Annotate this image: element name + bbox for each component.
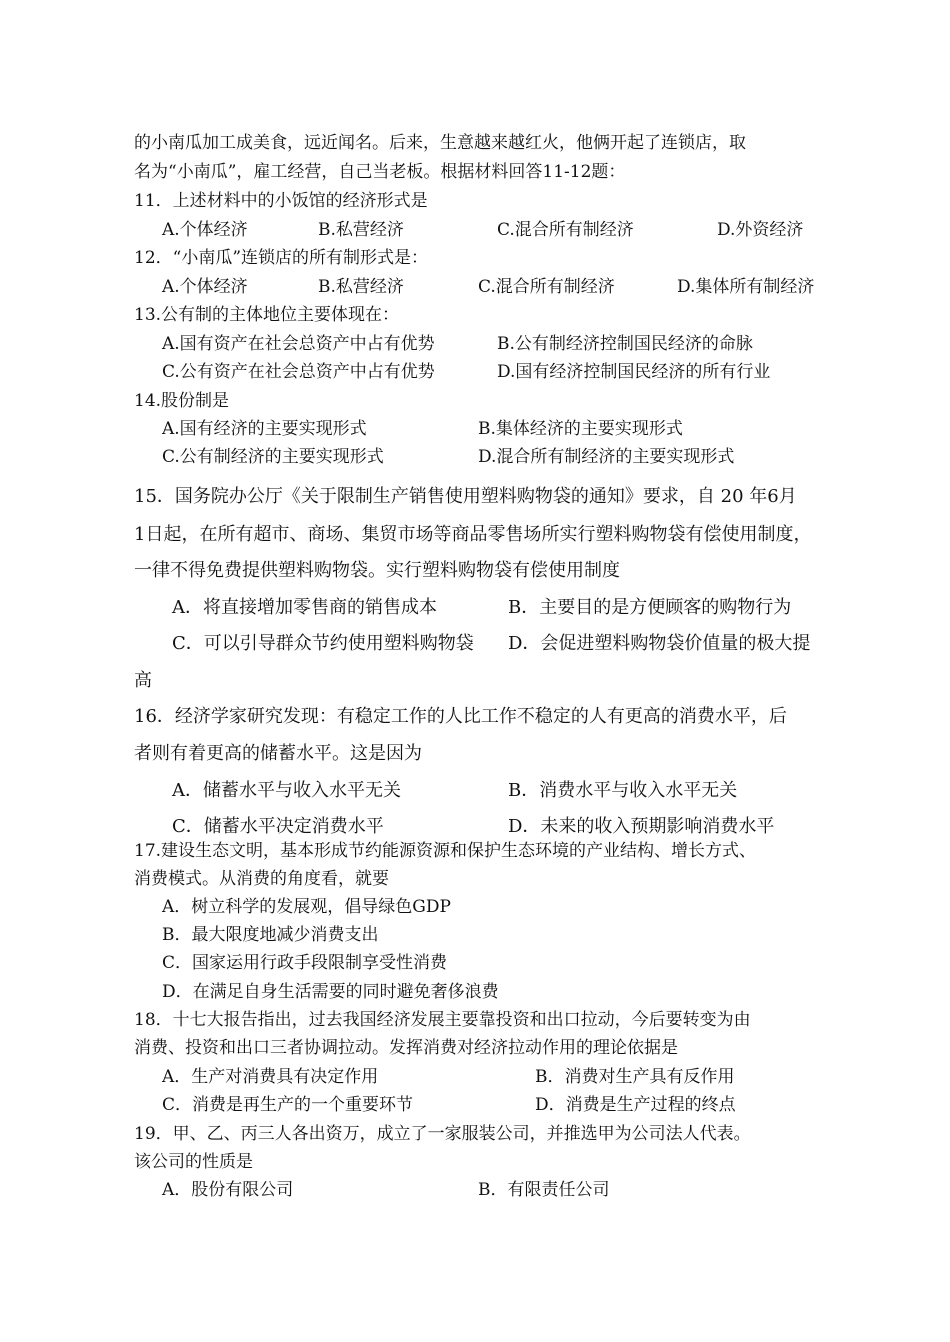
q14-option-a: A.国有经济的主要实现形式 xyxy=(162,419,367,439)
q12-option-a: A.个体经济 xyxy=(162,277,248,297)
q14-stem: 14.股份制是 xyxy=(134,391,230,411)
q16-option-c: C．储蓄水平决定消费水平 xyxy=(172,816,384,837)
q17-option-c: C．国家运用行政手段限制享受性消费 xyxy=(162,953,448,973)
q16-option-b: B．消费水平与收入水平无关 xyxy=(508,780,738,801)
q19-option-a: A．股份有限公司 xyxy=(162,1180,294,1200)
q18-stem-line-1: 18．十七大报告指出，过去我国经济发展主要靠投资和出口拉动，今后要转变为由 xyxy=(134,1010,751,1030)
q12-stem: 12．“小南瓜”连锁店的所有制形式是： xyxy=(134,248,429,268)
passage-line-2: 名为“小南瓜”，雇工经营，自己当老板。根据材料回答11-12题： xyxy=(134,162,626,182)
q19-stem-line-2: 该公司的性质是 xyxy=(134,1152,253,1172)
q16-stem-line-2: 者则有着更高的储蓄水平。这是因为 xyxy=(134,743,422,764)
q16-option-d: D．未来的收入预期影响消费水平 xyxy=(508,816,775,837)
q18-option-d: D．消费是生产过程的终点 xyxy=(535,1095,736,1115)
q17-stem-line-2: 消费模式。从消费的角度看，就要 xyxy=(134,869,389,889)
q13-option-d: D.国有经济控制国民经济的所有行业 xyxy=(497,362,771,382)
q17-stem-line-1: 17.建设生态文明，基本形成节约能源资源和保护生态环境的产业结构、增长方式、 xyxy=(134,841,757,861)
q19-stem-line-1: 19．甲、乙、丙三人各出资万，成立了一家服装公司，并推选甲为公司法人代表。 xyxy=(134,1124,751,1144)
q18-option-b: B．消费对生产具有反作用 xyxy=(535,1067,735,1087)
q15-option-d-continued: 高 xyxy=(134,670,152,691)
q17-option-a: A．树立科学的发展观，倡导绿色GDP xyxy=(162,897,451,917)
q15-stem-line-2: 1日起，在所有超市、商场、集贸市场等商品零售场所实行塑料购物袋有偿使用制度， xyxy=(134,524,812,545)
q12-option-c: C.混合所有制经济 xyxy=(478,277,615,297)
q15-stem-line-1: 15．国务院办公厅《关于限制生产销售使用塑料购物袋的通知》要求，自 20 年6月 xyxy=(134,486,797,507)
q15-option-a: A．将直接增加零售商的销售成本 xyxy=(172,597,437,618)
q18-stem-line-2: 消费、投资和出口三者协调拉动。发挥消费对经济拉动作用的理论依据是 xyxy=(134,1038,678,1058)
q15-option-d: D．会促进塑料购物袋价值量的极大提 xyxy=(508,633,811,654)
q15-stem-line-3: 一律不得免费提供塑料购物袋。实行塑料购物袋有偿使用制度 xyxy=(134,560,620,581)
q13-option-c: C.公有资产在社会总资产中占有优势 xyxy=(162,362,435,382)
q13-option-b: B.公有制经济控制国民经济的命脉 xyxy=(497,334,753,354)
q17-option-d: D．在满足自身生活需要的同时避免奢侈浪费 xyxy=(162,982,499,1002)
q11-option-a: A.个体经济 xyxy=(162,220,248,240)
q13-option-a: A.国有资产在社会总资产中占有优势 xyxy=(162,334,435,354)
q14-option-c: C.公有制经济的主要实现形式 xyxy=(162,447,384,467)
q11-option-b: B.私营经济 xyxy=(318,220,404,240)
q16-stem-line-1: 16．经济学家研究发现：有稳定工作的人比工作不稳定的人有更高的消费水平，后 xyxy=(134,706,787,727)
q17-option-b: B．最大限度地减少消费支出 xyxy=(162,925,379,945)
q18-option-a: A．生产对消费具有决定作用 xyxy=(162,1067,379,1087)
q15-option-c: C．可以引导群众节约使用塑料购物袋 xyxy=(172,633,474,654)
passage-line-1: 的小南瓜加工成美食，远近闻名。后来，生意越来越红火，他俩开起了连锁店，取 xyxy=(134,133,746,153)
q19-option-b: B．有限责任公司 xyxy=(478,1180,610,1200)
q12-option-b: B.私营经济 xyxy=(318,277,404,297)
q11-option-c: C.混合所有制经济 xyxy=(497,220,634,240)
q14-option-d: D.混合所有制经济的主要实现形式 xyxy=(478,447,735,467)
q16-option-a: A．储蓄水平与收入水平无关 xyxy=(172,780,401,801)
q14-option-b: B.集体经济的主要实现形式 xyxy=(478,419,683,439)
q13-stem: 13.公有制的主体地位主要体现在： xyxy=(134,305,400,325)
q18-option-c: C．消费是再生产的一个重要环节 xyxy=(162,1095,414,1115)
q11-option-d: D.外资经济 xyxy=(717,220,804,240)
q15-option-b: B．主要目的是方便顾客的购物行为 xyxy=(508,597,792,618)
q12-option-d: D.集体所有制经济 xyxy=(677,277,815,297)
q11-stem: 11．上述材料中的小饭馆的经济形式是 xyxy=(134,191,428,211)
